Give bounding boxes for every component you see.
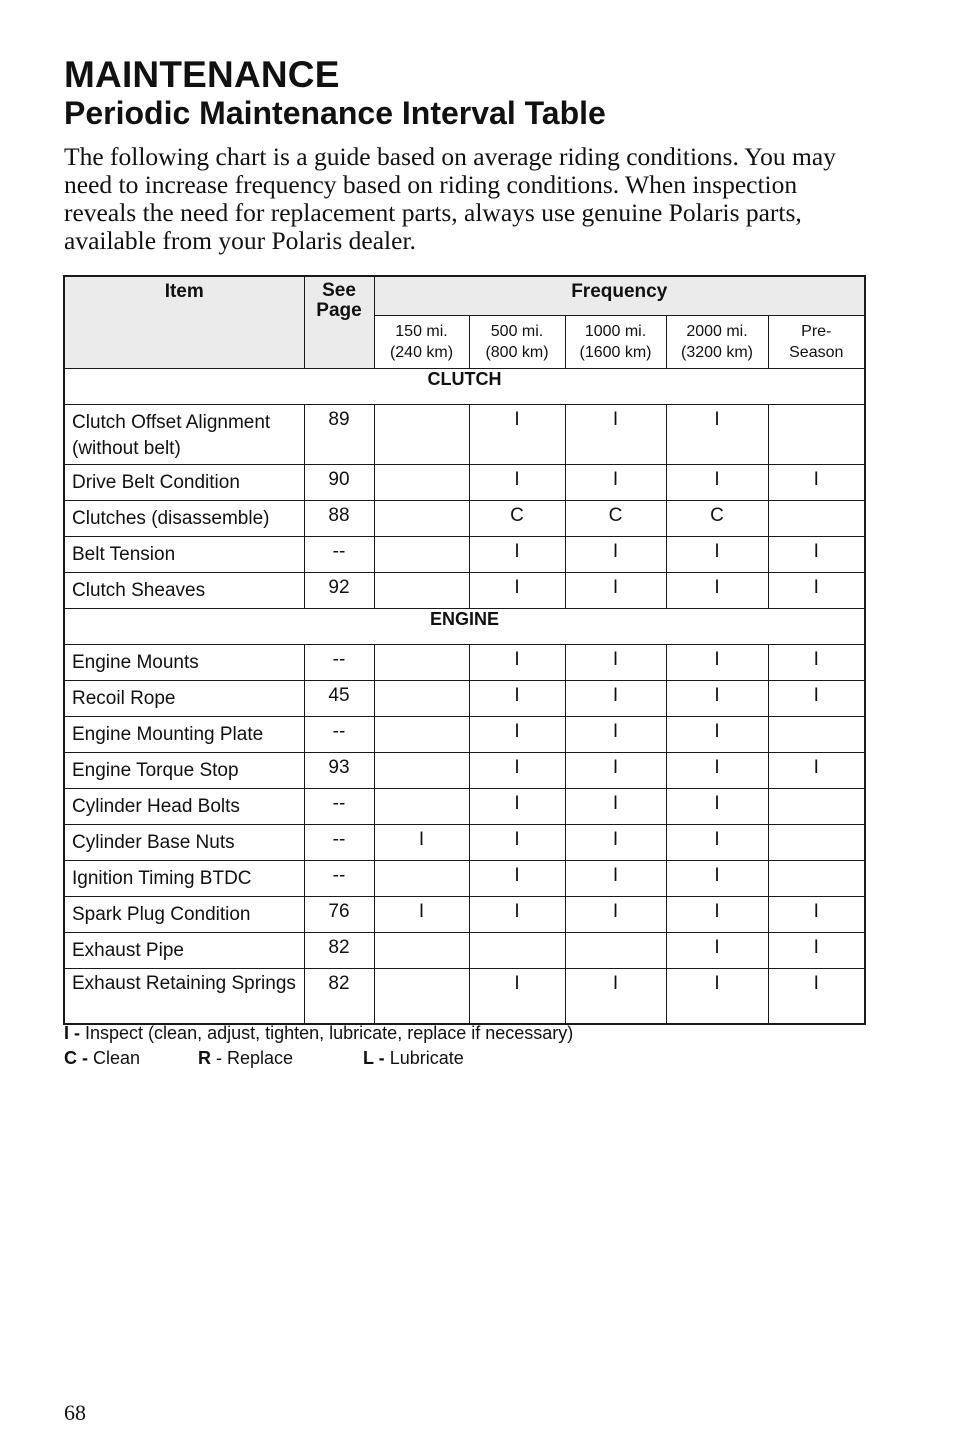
frequency-value-cell bbox=[768, 861, 865, 897]
table-body bbox=[64, 369, 865, 1025]
see-page-cell: 82 bbox=[304, 933, 374, 969]
frequency-value-cell: I bbox=[469, 537, 565, 573]
table-row bbox=[64, 789, 865, 825]
frequency-value-cell: I bbox=[666, 969, 768, 1025]
see-page-cell: 45 bbox=[304, 681, 374, 717]
frequency-value-cell: I bbox=[768, 465, 865, 501]
table-row bbox=[64, 753, 865, 789]
frequency-value-cell: I bbox=[565, 465, 666, 501]
table-row bbox=[64, 501, 865, 537]
item-name-cell: Exhaust Pipe bbox=[64, 933, 304, 969]
page-subtitle: Periodic Maintenance Interval Table bbox=[64, 95, 606, 131]
column-header-frequency: Frequency bbox=[374, 276, 865, 316]
legend bbox=[64, 1021, 573, 1071]
frequency-value-cell: I bbox=[565, 753, 666, 789]
page-title: MAINTENANCE bbox=[64, 54, 340, 95]
frequency-header-cell bbox=[565, 316, 666, 369]
frequency-value-cell: I bbox=[565, 573, 666, 609]
frequency-value-cell bbox=[374, 681, 469, 717]
frequency-header-line2: (240 km) bbox=[389, 344, 454, 361]
frequency-value-cell bbox=[374, 573, 469, 609]
item-name-cell: Clutch Offset Alignment (without belt) bbox=[64, 405, 304, 465]
table-row bbox=[64, 405, 865, 465]
frequency-value-cell bbox=[565, 933, 666, 969]
frequency-header-cell bbox=[666, 316, 768, 369]
item-name-cell: Clutch Sheaves bbox=[64, 573, 304, 609]
frequency-value-cell: I bbox=[565, 825, 666, 861]
see-page-cell: 90 bbox=[304, 465, 374, 501]
legend-text-clean: Clean bbox=[93, 1048, 141, 1068]
frequency-value-cell: I bbox=[768, 537, 865, 573]
frequency-header-line1: 150 mi. bbox=[395, 323, 448, 340]
frequency-value-cell bbox=[374, 789, 469, 825]
column-header-item: Item bbox=[64, 276, 304, 369]
frequency-value-cell bbox=[374, 969, 469, 1025]
frequency-value-cell bbox=[374, 753, 469, 789]
frequency-value-cell: I bbox=[565, 969, 666, 1025]
item-name-cell: Belt Tension bbox=[64, 537, 304, 573]
frequency-value-cell: I bbox=[565, 405, 666, 465]
frequency-value-cell bbox=[374, 861, 469, 897]
frequency-value-cell: I bbox=[374, 897, 469, 933]
frequency-value-cell bbox=[374, 465, 469, 501]
frequency-value-cell: I bbox=[768, 573, 865, 609]
see-page-cell: 88 bbox=[304, 501, 374, 537]
frequency-value-cell: I bbox=[666, 861, 768, 897]
item-name-cell: Engine Mounting Plate bbox=[64, 717, 304, 753]
table-row bbox=[64, 897, 865, 933]
frequency-header-line1: 2000 mi. bbox=[686, 323, 748, 340]
frequency-header-cell bbox=[374, 316, 469, 369]
legend-key-inspect: I - bbox=[64, 1023, 80, 1043]
frequency-value-cell: I bbox=[666, 825, 768, 861]
frequency-value-cell: I bbox=[768, 645, 865, 681]
frequency-value-cell bbox=[374, 501, 469, 537]
frequency-value-cell: I bbox=[666, 681, 768, 717]
section-row bbox=[64, 369, 865, 405]
legend-text-inspect: Inspect (clean, adjust, tighten, lubricate, replace if necessary) bbox=[85, 1023, 574, 1043]
frequency-value-cell: C bbox=[469, 501, 565, 537]
see-page-cell: -- bbox=[304, 717, 374, 753]
section-label: ENGINE bbox=[64, 609, 865, 645]
frequency-value-cell: I bbox=[565, 681, 666, 717]
frequency-value-cell: I bbox=[469, 465, 565, 501]
item-name-cell: Recoil Rope bbox=[64, 681, 304, 717]
legend-key-lubricate: L - bbox=[363, 1048, 385, 1068]
frequency-value-cell: I bbox=[768, 753, 865, 789]
see-page-cell: -- bbox=[304, 861, 374, 897]
frequency-value-cell: I bbox=[666, 465, 768, 501]
section-label: CLUTCH bbox=[64, 369, 865, 405]
frequency-header-line2: (800 km) bbox=[485, 344, 549, 361]
frequency-value-cell: I bbox=[666, 537, 768, 573]
frequency-value-cell: I bbox=[469, 825, 565, 861]
frequency-value-cell bbox=[768, 405, 865, 465]
see-page-cell: 89 bbox=[304, 405, 374, 465]
frequency-value-cell: I bbox=[768, 681, 865, 717]
item-name-cell: Engine Torque Stop bbox=[64, 753, 304, 789]
frequency-value-cell: C bbox=[666, 501, 768, 537]
frequency-value-cell: I bbox=[768, 897, 865, 933]
frequency-value-cell: I bbox=[469, 573, 565, 609]
item-name-cell: Spark Plug Condition bbox=[64, 897, 304, 933]
frequency-header-line2: (3200 km) bbox=[680, 344, 754, 361]
frequency-value-cell: I bbox=[565, 717, 666, 753]
frequency-value-cell bbox=[374, 933, 469, 969]
frequency-value-cell bbox=[768, 501, 865, 537]
frequency-value-cell: I bbox=[666, 405, 768, 465]
frequency-header-line1: 500 mi. bbox=[490, 323, 544, 340]
frequency-header-line1: Pre- bbox=[801, 323, 832, 340]
item-name-cell: Cylinder Head Bolts bbox=[64, 789, 304, 825]
frequency-value-cell bbox=[768, 717, 865, 753]
legend-row-keys bbox=[64, 1046, 573, 1071]
see-page-cell: -- bbox=[304, 789, 374, 825]
frequency-value-cell: I bbox=[565, 897, 666, 933]
frequency-value-cell: I bbox=[469, 681, 565, 717]
legend-key-replace: R bbox=[198, 1048, 211, 1068]
frequency-value-cell bbox=[374, 645, 469, 681]
frequency-value-cell: I bbox=[469, 645, 565, 681]
see-page-cell: -- bbox=[304, 537, 374, 573]
table-row bbox=[64, 717, 865, 753]
frequency-value-cell: I bbox=[565, 537, 666, 573]
legend-text-replace: - Replace bbox=[216, 1048, 294, 1068]
frequency-value-cell: I bbox=[565, 861, 666, 897]
page-number: 68 bbox=[64, 1400, 86, 1425]
see-page-cell: -- bbox=[304, 825, 374, 861]
table-row bbox=[64, 573, 865, 609]
frequency-value-cell bbox=[469, 933, 565, 969]
frequency-value-cell: I bbox=[768, 969, 865, 1025]
column-header-see-page: See Page bbox=[304, 276, 374, 369]
frequency-value-cell bbox=[768, 825, 865, 861]
frequency-header-line2: (1600 km) bbox=[579, 344, 652, 361]
frequency-value-cell: I bbox=[666, 573, 768, 609]
frequency-value-cell: I bbox=[469, 969, 565, 1025]
frequency-value-cell: I bbox=[666, 753, 768, 789]
table-row bbox=[64, 825, 865, 861]
frequency-value-cell: I bbox=[666, 897, 768, 933]
frequency-value-cell: I bbox=[565, 645, 666, 681]
frequency-value-cell: I bbox=[768, 933, 865, 969]
legend-key-clean: C - bbox=[64, 1048, 88, 1068]
intro-paragraph: The following chart is a guide based on average riding conditions. You may need to increase frequency based on riding conditions. When inspection reveals the need for replacement parts, always use genuine Polaris parts, available from your Polaris dealer. bbox=[64, 142, 836, 255]
frequency-value-cell: I bbox=[666, 789, 768, 825]
table-row bbox=[64, 645, 865, 681]
see-page-cell: -- bbox=[304, 645, 374, 681]
item-name-cell: Engine Mounts bbox=[64, 645, 304, 681]
frequency-value-cell: I bbox=[469, 753, 565, 789]
maintenance-interval-table bbox=[63, 275, 866, 1025]
see-page-cell: 93 bbox=[304, 753, 374, 789]
item-name-cell: Drive Belt Condition bbox=[64, 465, 304, 501]
legend-row-inspect bbox=[64, 1021, 573, 1046]
frequency-value-cell: I bbox=[374, 825, 469, 861]
see-page-cell: 92 bbox=[304, 573, 374, 609]
frequency-value-cell: I bbox=[469, 789, 565, 825]
frequency-value-cell: I bbox=[469, 717, 565, 753]
frequency-value-cell bbox=[374, 405, 469, 465]
section-row bbox=[64, 609, 865, 645]
frequency-value-cell bbox=[374, 537, 469, 573]
frequency-header-cell bbox=[469, 316, 565, 369]
frequency-value-cell: C bbox=[565, 501, 666, 537]
table-row bbox=[64, 681, 865, 717]
item-name-cell: Exhaust Retaining Springs bbox=[64, 969, 304, 1025]
item-name-cell: Cylinder Base Nuts bbox=[64, 825, 304, 861]
item-name-cell: Ignition Timing BTDC bbox=[64, 861, 304, 897]
see-page-cell: 82 bbox=[304, 969, 374, 1025]
table-row bbox=[64, 537, 865, 573]
see-page-cell: 76 bbox=[304, 897, 374, 933]
frequency-value-cell: I bbox=[565, 789, 666, 825]
frequency-value-cell: I bbox=[469, 861, 565, 897]
legend-text-lubricate: Lubricate bbox=[389, 1048, 464, 1068]
frequency-value-cell bbox=[374, 717, 469, 753]
item-name-cell: Clutches (disassemble) bbox=[64, 501, 304, 537]
frequency-header-cell bbox=[768, 316, 865, 369]
frequency-value-cell: I bbox=[469, 897, 565, 933]
table-row bbox=[64, 933, 865, 969]
table-row bbox=[64, 861, 865, 897]
frequency-value-cell bbox=[768, 789, 865, 825]
table-row bbox=[64, 969, 865, 1025]
frequency-value-cell: I bbox=[666, 717, 768, 753]
table-row bbox=[64, 465, 865, 501]
frequency-value-cell: I bbox=[666, 645, 768, 681]
frequency-value-cell: I bbox=[469, 405, 565, 465]
frequency-header-line2: Season bbox=[789, 344, 844, 361]
frequency-value-cell: I bbox=[666, 933, 768, 969]
frequency-header-line1: 1000 mi. bbox=[584, 323, 647, 340]
